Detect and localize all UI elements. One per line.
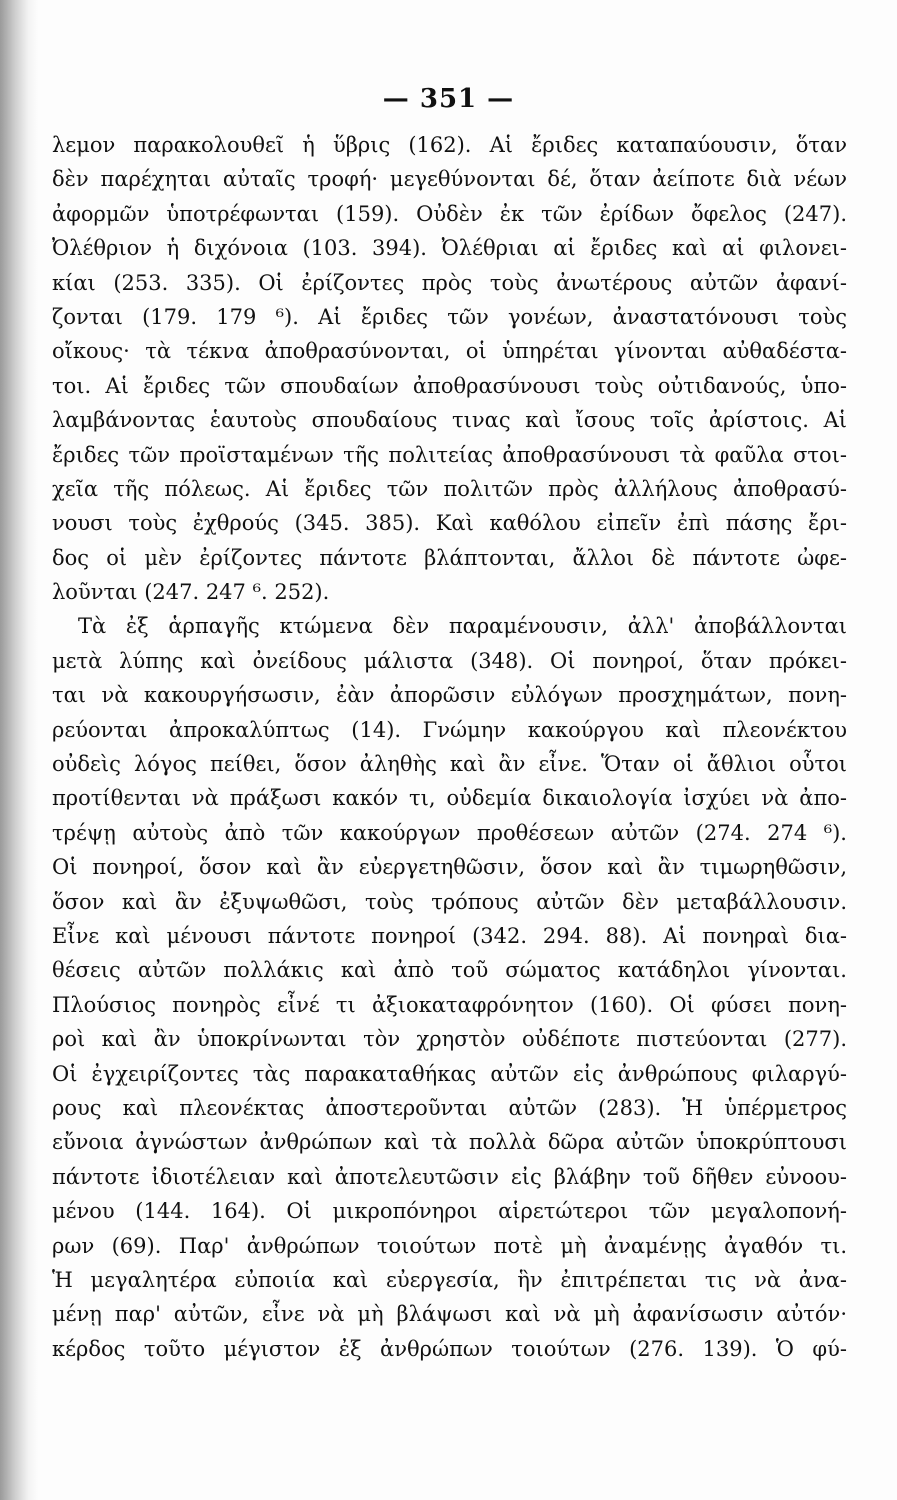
text-line: εὔνοια ἀγνώστων ἀνθρώπων καὶ τὰ πολλὰ δῶρα αὐτῶν ὑποκρύπτουσι bbox=[52, 1130, 847, 1155]
text-line: ἀφορμῶν ὑποτρέφωνται (159). Οὐδὲν ἐκ τῶν ἐρίδων ὄφελος (247). bbox=[52, 201, 847, 226]
text-line: Οἱ ἐγχειρίζοντες τὰς παρακαταθήκας αὐτῶν εἰς ἀνθρώπους φιλαργύ- bbox=[52, 1061, 847, 1086]
text-line: Πλούσιος πονηρὸς εἶνέ τι ἀξιοκαταφρόνητον (160). Οἱ φύσει πονη- bbox=[52, 992, 847, 1017]
text-line: ρεύονται ἀπροκαλύπτως (14). Γνώμην κακούργου καὶ πλεονέκτου bbox=[52, 717, 847, 742]
text-line: πάντοτε ἰδιοτέλειαν καὶ ἀποτελευτῶσιν εἰς βλάβην τοῦ δῆθεν εὐνοου- bbox=[52, 1164, 847, 1189]
text-line: κέρδος τοῦτο μέγιστον ἐξ ἀνθρώπων τοιούτων (276. 139). Ὁ φύ- bbox=[52, 1336, 847, 1361]
text-line: οἴκους· τὰ τέκνα ἀποθρασύνονται, οἱ ὑπηρέται γίνονται αὐθαδέστα- bbox=[52, 339, 847, 364]
text-line: μετὰ λύπης καὶ ὀνείδους μάλιστα (348). Οἱ πονηροί, ὅταν πρόκει- bbox=[52, 648, 847, 673]
text-line: ζονται (179. 179 ⁶). Αἱ ἔριδες τῶν γονέων, ἀναστατόνουσι τοὺς bbox=[52, 304, 847, 329]
text-line: ρων (69). Παρ' ἀνθρώπων τοιούτων ποτὲ μὴ ἀναμένῃς ἀγαθόν τι. bbox=[52, 1233, 847, 1258]
text-line: ται νὰ κακουργήσωσιν, ἐὰν ἀπορῶσιν εὐλόγων προσχημάτων, πονη- bbox=[52, 683, 847, 708]
text-line: δὲν παρέχηται αὐταῖς τροφή· μεγεθύνονται δέ, ὅταν ἀείποτε διὰ νέων bbox=[52, 167, 847, 192]
page-number: — 351 — bbox=[382, 84, 515, 114]
text-line: λεμον παρακολουθεῖ ἡ ὕβρις (162). Αἱ ἔριδες καταπαύουσιν, ὅταν bbox=[52, 133, 847, 157]
body-text bbox=[52, 128, 847, 1366]
text-line: τοι. Αἱ ἔριδες τῶν σπουδαίων ἀποθρασύνουσι τοὺς οὐτιδανούς, ὑπο- bbox=[52, 373, 847, 398]
text-line: τρέψῃ αὐτοὺς ἀπὸ τῶν κακούργων προθέσεων αὐτῶν (274. 274 ⁶). bbox=[52, 820, 847, 845]
text-line: λαμβάνοντας ἑαυτοὺς σπουδαίους τινας καὶ ἴσους τοῖς ἀρίστοις. Αἱ bbox=[52, 408, 847, 433]
text-line: κίαι (253. 335). Οἱ ἐρίζοντες πρὸς τοὺς ἀνωτέρους αὐτῶν ἀφανί- bbox=[52, 270, 847, 295]
text-line: ὅσον καὶ ἂν ἐξυψωθῶσι, τοὺς τρόπους αὐτῶν δὲν μεταβάλλουσιν. bbox=[52, 889, 847, 914]
text-line: νουσι τοὺς ἐχθρούς (345. 385). Καὶ καθόλου εἰπεῖν ἐπὶ πάσης ἔρι- bbox=[52, 511, 847, 536]
text-line: Ἡ μεγαλητέρα εὐποιία καὶ εὐεργεσία, ἣν ἐπιτρέπεται τις νὰ ἀνα- bbox=[52, 1267, 847, 1292]
text-line: χεῖα τῆς πόλεως. Αἱ ἔριδες τῶν πολιτῶν πρὸς ἀλλήλους ἀποθρασύ- bbox=[52, 476, 847, 501]
text-line: μένου (144. 164). Οἱ μικροπόνηροι αἱρετώτεροι τῶν μεγαλοπονή- bbox=[52, 1199, 847, 1224]
text-line: οὐδεὶς λόγος πείθει, ὅσον ἀληθὴς καὶ ἂν εἶνε. Ὅταν οἱ ἄθλιοι οὗτοι bbox=[52, 752, 847, 777]
text-line: Οἱ πονηροί, ὅσον καὶ ἂν εὐεργετηθῶσιν, ὅσον καὶ ἂν τιμωρηθῶσιν, bbox=[52, 855, 847, 880]
text-line: Ὀλέθριον ἡ διχόνοια (103. 394). Ὀλέθριαι αἱ ἔριδες καὶ αἱ φιλονει- bbox=[52, 236, 847, 261]
text-line: ρους καὶ πλεονέκτας ἀποστεροῦνται αὐτῶν (283). Ἡ ὑπέρμετρος bbox=[52, 1095, 847, 1120]
text-line: λοῦνται (247. 247 ⁶. 252). bbox=[52, 580, 330, 605]
text-line: θέσεις αὐτῶν πολλάκις καὶ ἀπὸ τοῦ σώματος κατάδηλοι γίνονται. bbox=[52, 958, 847, 983]
text-line: ροὶ καὶ ἂν ὑποκρίνωνται τὸν χρηστὸν οὐδέποτε πιστεύονται (277). bbox=[52, 1027, 847, 1052]
text-line: μένῃ παρ' αὐτῶν, εἶνε νὰ μὴ βλάψωσι καὶ νὰ μὴ ἀφανίσωσιν αὐτόν· bbox=[52, 1302, 847, 1327]
text-line: Τὰ ἐξ ἁρπαγῆς κτώμενα δὲν παραμένουσιν, ἀλλ' ἀποβάλλονται bbox=[78, 614, 847, 639]
text-line: προτίθενται νὰ πράξωσι κακόν τι, οὐδεμία δικαιολογία ἰσχύει νὰ ἀπο- bbox=[52, 786, 847, 811]
binding-shadow bbox=[0, 0, 38, 1500]
text-line: ἔριδες τῶν προϊσταμένων τῆς πολιτείας ἀποθρασύνουσι τὰ φαῦλα στοι- bbox=[52, 442, 847, 467]
text-line: Εἶνε καὶ μένουσι πάντοτε πονηροί (342. 294. 88). Αἱ πονηραὶ δια- bbox=[52, 923, 847, 948]
text-line: δος οἱ μὲν ἐρίζοντες πάντοτε βλάπτονται, ἄλλοι δὲ πάντοτε ὠφε- bbox=[52, 545, 847, 570]
